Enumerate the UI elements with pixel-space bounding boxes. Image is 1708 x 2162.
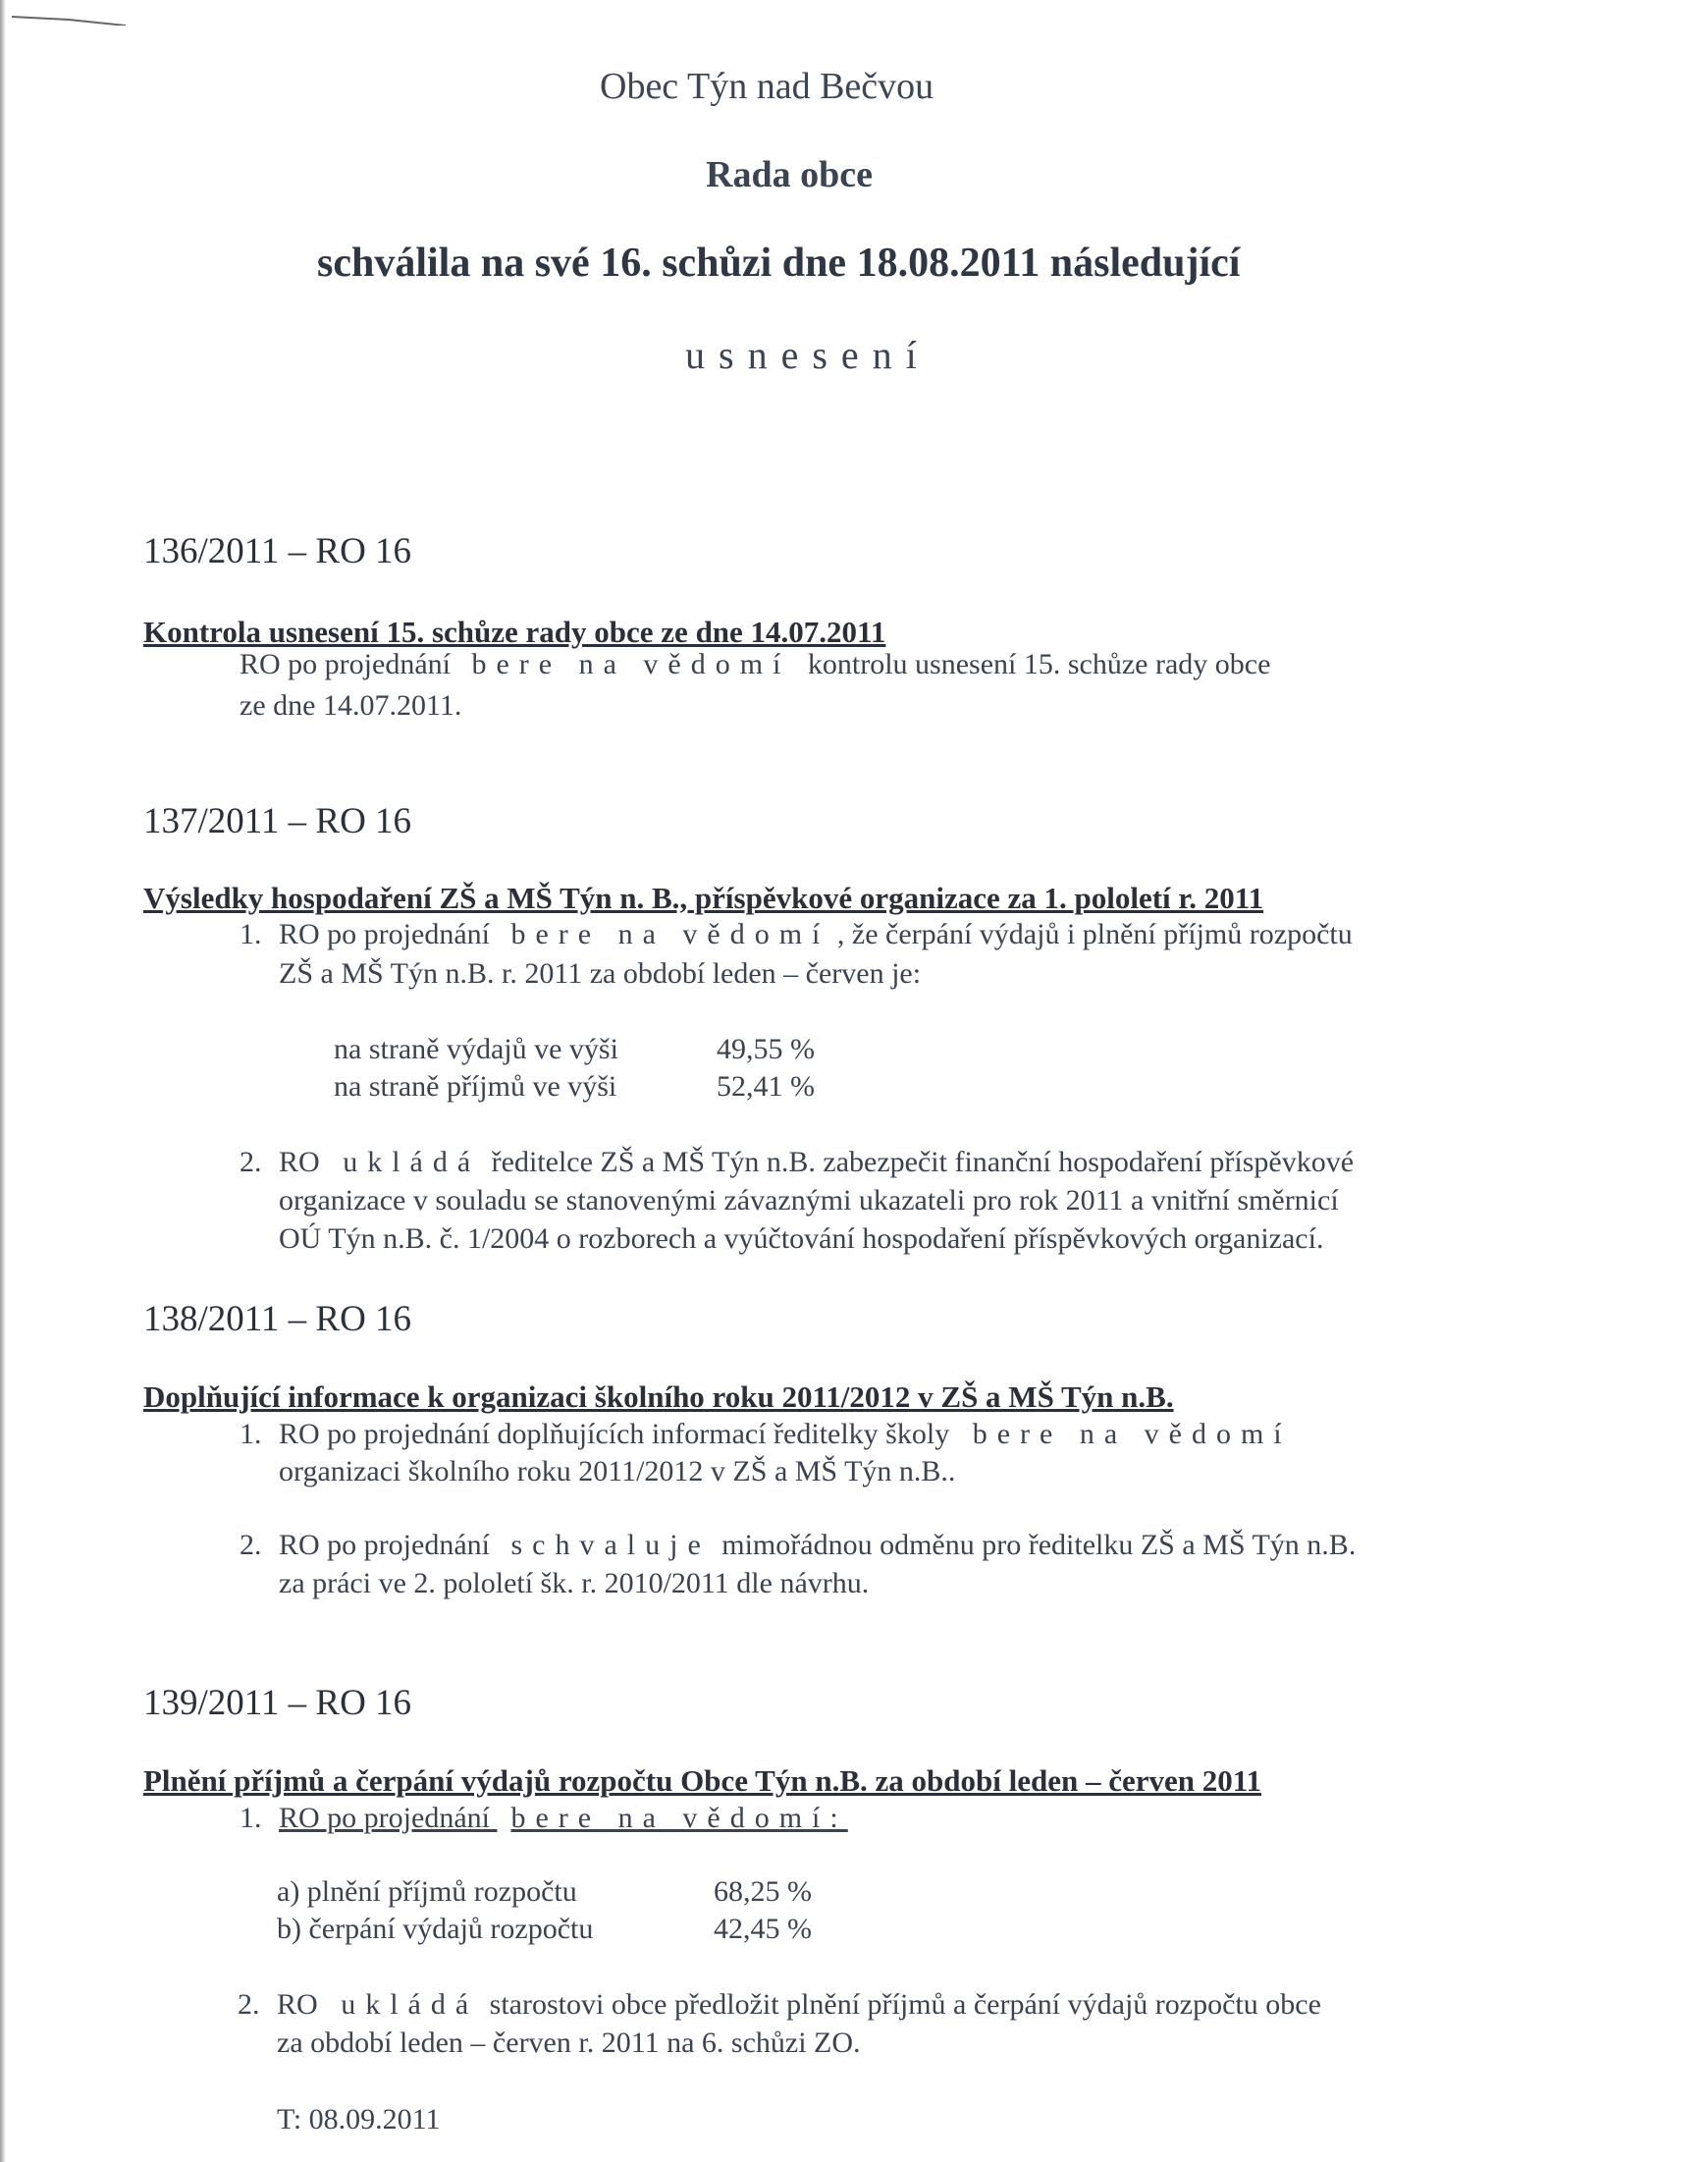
- resolution-text: [279, 1802, 848, 1835]
- stat-label: b) čerpání výdajů rozpočtu: [277, 1913, 594, 1945]
- stat-value: 52,41 %: [717, 1070, 815, 1103]
- resolution-text: organizaci školního roku 2011/2012 v ZŠ a MŠ Týn n.B..: [279, 1455, 956, 1487]
- text-fragment: RO: [277, 1988, 318, 2021]
- text-fragment: RO po projednání doplňujících informací ředitelky školy: [279, 1418, 950, 1450]
- verb-spaced: ukládá: [343, 1146, 481, 1178]
- item-number: 1.: [240, 1418, 262, 1450]
- text-fragment: RO po projednání: [279, 1529, 490, 1561]
- resolution-text: za období leden – červen r. 2011 na 6. schůzi ZO.: [277, 2027, 861, 2059]
- resolution-text: za práci ve 2. pololetí šk. r. 2010/2011 dle návrhu.: [279, 1567, 870, 1599]
- text-fragment: RO po projednání: [240, 648, 451, 680]
- resolution-title: Kontrola usnesení 15. schůze rady obce ze dne 14.07.2011: [143, 615, 886, 649]
- resolution-text: [279, 918, 1353, 951]
- resolution-text: organizace v souladu se stanovenými závaznými ukazateli pro rok 2011 a vnitřní směrnicí: [279, 1184, 1339, 1216]
- resolution-number: 137/2011 – RO 16: [143, 801, 412, 841]
- verb-spaced: schvaluje: [510, 1529, 711, 1561]
- verb-spaced: bere na vědomí: [510, 918, 830, 950]
- item-number: 1.: [240, 1802, 262, 1834]
- resolution-title: Plnění příjmů a čerpání výdajů rozpočtu Obce Týn n.B. za období leden – červen 2011: [143, 1763, 1262, 1798]
- verb-spaced: bere na vědomí: [972, 1418, 1292, 1450]
- resolution-text: [279, 1146, 1354, 1179]
- approval-heading: schválila na své 16. schůzi dne 18.08.2011 následující: [317, 241, 1241, 286]
- stat-label: a) plnění příjmů rozpočtu: [277, 1875, 577, 1908]
- resolution-text: [279, 1418, 1292, 1451]
- resolution-text: ze dne 14.07.2011.: [240, 689, 462, 722]
- resolution-number: 139/2011 – RO 16: [143, 1683, 412, 1723]
- text-fragment: , že čerpání výdajů i plnění příjmů rozpočtu: [836, 918, 1353, 950]
- text-fragment: RO po projednání: [279, 918, 490, 950]
- resolution-title: Výsledky hospodaření ZŠ a MŠ Týn n. B., příspěvkové organizace za 1. pololetí r. 2011: [143, 881, 1264, 915]
- text-fragment: RO: [279, 1146, 320, 1178]
- resolution-title: Doplňující informace k organizaci školního roku 2011/2012 v ZŠ a MŠ Týn n.B.: [143, 1379, 1174, 1414]
- resolution-text: [240, 648, 1270, 681]
- stat-label: na straně příjmů ve výši: [334, 1070, 617, 1103]
- resolution-number: 136/2011 – RO 16: [143, 531, 412, 571]
- stat-value: 42,45 %: [714, 1913, 812, 1945]
- text-fragment: kontrolu usnesení 15. schůze rady obce: [807, 648, 1271, 680]
- stat-value: 68,25 %: [714, 1875, 812, 1908]
- stat-label: na straně výdajů ve výši: [334, 1033, 618, 1065]
- verb-spaced: bere na vědomí: [471, 648, 791, 680]
- resolution-text: OÚ Týn n.B. č. 1/2004 o rozborech a vyúčtování hospodaření příspěvkových organizací.: [279, 1222, 1324, 1255]
- verb-spaced: ukládá: [341, 1988, 479, 2021]
- resolutions-heading: usnesení: [685, 333, 931, 377]
- text-fragment: ředitelce ZŠ a MŠ Týn n.B. zabezpečit finanční hospodaření příspěvkové: [491, 1146, 1355, 1178]
- deadline: T: 08.09.2011: [277, 2103, 441, 2135]
- item-number: 2.: [238, 1988, 260, 2021]
- municipality-heading: Obec Týn nad Bečvou: [600, 66, 934, 107]
- council-heading: Rada obce: [706, 154, 873, 195]
- resolution-text: ZŠ a MŠ Týn n.B. r. 2011 za období leden – červen je:: [279, 957, 922, 990]
- scan-edge: [0, 0, 6, 2162]
- resolution-number: 138/2011 – RO 16: [143, 1299, 412, 1339]
- verb-spaced: bere na vědomí:: [510, 1802, 848, 1834]
- item-number: 2.: [240, 1529, 262, 1561]
- scan-mark: [10, 14, 128, 26]
- item-number: 2.: [240, 1146, 262, 1178]
- text-fragment: mimořádnou odměnu pro ředitelku ZŠ a MŠ Týn n.B.: [721, 1529, 1357, 1561]
- item-number: 1.: [240, 918, 262, 950]
- text-fragment: RO po projednání: [279, 1802, 490, 1834]
- text-fragment: starostovi obce předložit plnění příjmů a čerpání výdajů rozpočtu obce: [489, 1988, 1321, 2021]
- stat-value: 49,55 %: [717, 1033, 815, 1065]
- resolution-text: [279, 1529, 1356, 1562]
- resolution-text: [277, 1988, 1321, 2022]
